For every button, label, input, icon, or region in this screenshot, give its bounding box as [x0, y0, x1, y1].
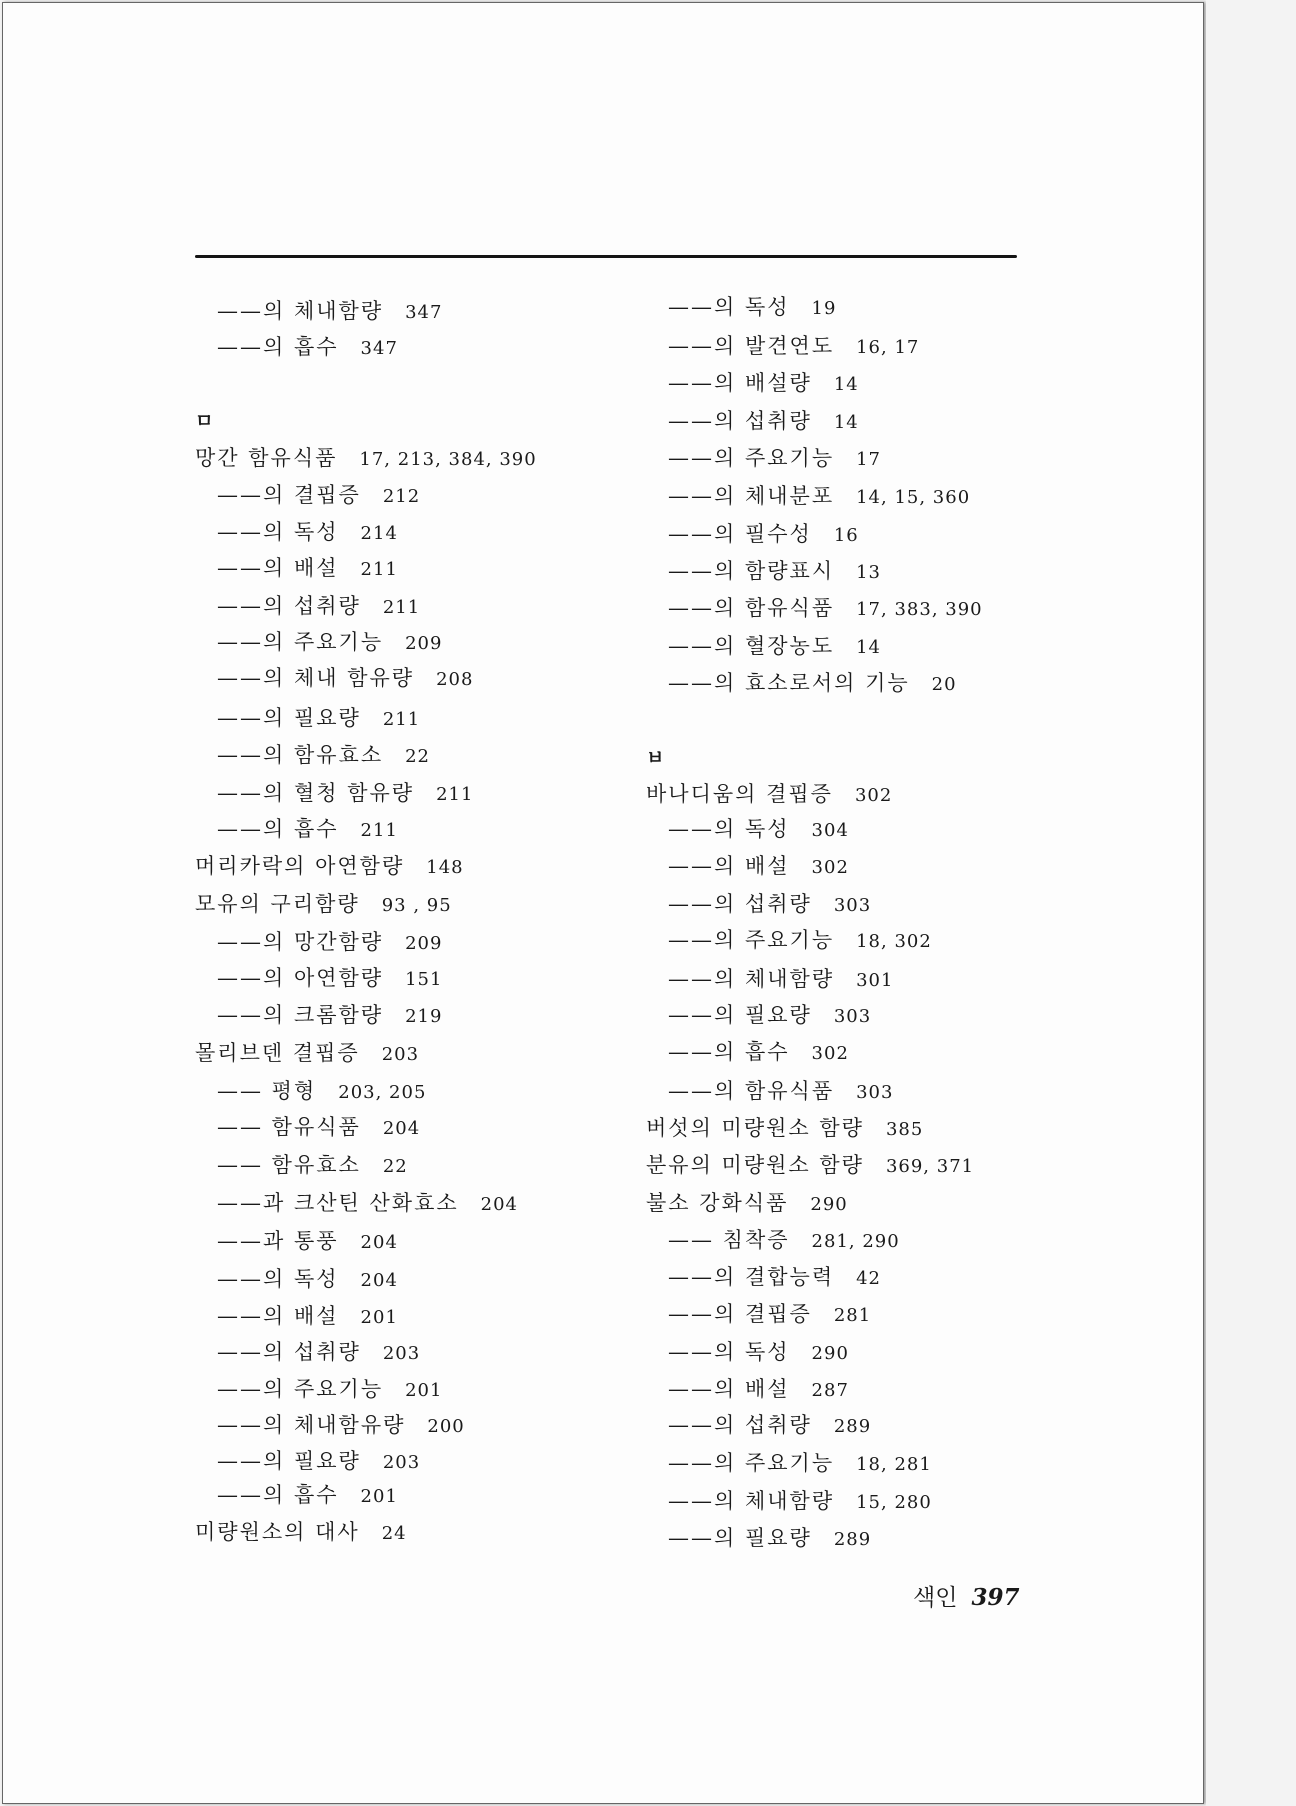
entry-pages: 289 [833, 1529, 872, 1550]
entry-term: ——의 배설 [217, 556, 339, 580]
index-subentry [217, 553, 398, 585]
entry-pages: 17, 383, 390 [856, 599, 983, 620]
entry-pages: 211 [436, 784, 474, 805]
entry-pages: 16 [833, 525, 859, 546]
index-subentry [668, 1337, 849, 1369]
index-subentry [668, 1299, 871, 1331]
entry-term: 머리카락의 아연함량 [195, 854, 405, 878]
entry-pages: 204 [382, 1118, 421, 1139]
entry-term: ——의 체내함량 [217, 299, 384, 323]
index-subentry [668, 814, 849, 846]
entry-term: ——의 함유식품 [668, 1079, 835, 1103]
entry-term: ——의 필요량 [668, 1526, 812, 1550]
entry-pages: 214 [360, 523, 398, 544]
entry-term: ——의 섭취량 [668, 892, 812, 916]
entry-term: ——의 독성 [668, 817, 790, 841]
entry-pages: 303 [833, 1006, 872, 1027]
index-entry [646, 779, 892, 811]
entry-term: ——의 필요량 [217, 1449, 361, 1473]
entry-pages: 204 [360, 1232, 398, 1253]
entry-pages: 208 [436, 669, 474, 690]
entry-pages: 24 [381, 1523, 407, 1544]
entry-term: ㅂ [646, 747, 667, 769]
entry-term: ——의 발견연도 [668, 334, 835, 358]
index-entry [195, 889, 452, 921]
index-subentry [217, 627, 442, 659]
index-subentry [668, 406, 859, 438]
entry-term: 망간 함유식품 [195, 446, 338, 470]
index-subentry [217, 927, 442, 959]
index-entry [195, 443, 537, 475]
entry-term: ——의 함유식품 [668, 596, 835, 620]
entry-term: ——의 배설 [668, 1377, 790, 1401]
index-subentry [217, 814, 398, 846]
entry-pages: 200 [427, 1416, 465, 1437]
index-subentry [217, 1188, 518, 1220]
viewer-scrollbar-area[interactable] [1206, 0, 1296, 1806]
entry-pages: 347 [360, 338, 398, 359]
entry-pages: 148 [426, 857, 464, 878]
entry-pages: 290 [811, 1343, 849, 1364]
entry-pages: 303 [856, 1082, 894, 1103]
entry-term: ——의 필요량 [668, 1003, 812, 1027]
entry-term: 몰리브덴 결핍증 [195, 1041, 360, 1065]
index-subentry [668, 851, 849, 883]
index-subentry [668, 593, 983, 625]
index-subentry [217, 963, 442, 995]
entry-pages: 290 [810, 1194, 848, 1215]
entry-pages: 347 [405, 302, 443, 323]
entry-pages: 211 [382, 597, 421, 618]
entry-term: ——의 주요기능 [668, 928, 835, 952]
entry-term: ——의 혈장농도 [668, 634, 835, 658]
index-subentry [668, 964, 893, 996]
index-subentry [217, 591, 420, 623]
entry-term: ——의 독성 [668, 1340, 790, 1364]
entry-pages: 93 , 95 [381, 895, 452, 916]
section-heading [195, 405, 215, 436]
entry-pages: 18, 302 [856, 931, 932, 952]
entry-pages: 201 [360, 1486, 398, 1507]
index-subentry [217, 663, 473, 695]
entry-term: ——의 체내 함유량 [217, 666, 415, 690]
index-subentry [217, 1480, 398, 1512]
entry-term: ——의 주요기능 [668, 1451, 835, 1475]
index-subentry [217, 740, 430, 772]
entry-pages: 14, 15, 360 [856, 487, 971, 508]
entry-term: ——의 독성 [668, 295, 790, 319]
index-subentry [668, 889, 871, 921]
entry-term: ——의 섭취량 [668, 409, 812, 433]
index-subentry [668, 331, 919, 363]
entry-term: ——의 결핍증 [217, 483, 361, 507]
entry-term: 버섯의 미량원소 함량 [646, 1116, 864, 1140]
entry-term: ——의 배설 [217, 1304, 339, 1328]
index-subentry [668, 1037, 849, 1069]
entry-pages: 15, 280 [856, 1492, 932, 1513]
index-subentry [217, 1446, 420, 1478]
index-subentry [217, 1264, 398, 1296]
entry-pages: 302 [811, 857, 849, 878]
index-subentry [668, 443, 881, 475]
index-subentry [217, 1226, 398, 1258]
section-heading [646, 742, 666, 773]
index-subentry [217, 296, 442, 328]
entry-pages: 301 [856, 970, 894, 991]
entry-term: ——의 체내함유량 [217, 1413, 406, 1437]
entry-term: ——의 혈청 함유량 [217, 781, 415, 805]
entry-term: ——의 주요기능 [217, 1377, 384, 1401]
index-subentry [668, 925, 932, 957]
entry-term: ——의 배설 [668, 854, 790, 878]
entry-pages: 302 [854, 785, 893, 806]
index-subentry [668, 519, 859, 551]
index-entry [646, 1113, 923, 1145]
index-page [2, 2, 1204, 1804]
entry-term: 분유의 미량원소 함량 [646, 1153, 864, 1177]
index-subentry [217, 1410, 465, 1442]
entry-pages: 151 [405, 969, 443, 990]
footer-label: 색인 [913, 1585, 958, 1611]
entry-pages: 14 [833, 374, 859, 395]
entry-pages: 16, 17 [856, 337, 920, 358]
entry-term: ——과 통풍 [217, 1229, 339, 1253]
index-subentry [668, 1410, 871, 1442]
header-rule [195, 255, 1017, 258]
entry-pages: 219 [405, 1006, 443, 1027]
page-footer [913, 1579, 1019, 1612]
entry-term: ——의 섭취량 [217, 594, 361, 618]
index-entry [646, 1150, 974, 1182]
entry-term: ——의 아연함량 [217, 966, 384, 990]
entry-pages: 209 [405, 633, 443, 654]
entry-term: ——의 흡수 [217, 1483, 339, 1507]
entry-term: —— 침착증 [668, 1228, 790, 1252]
index-entry [195, 851, 464, 883]
index-subentry [217, 480, 420, 512]
index-subentry [668, 1262, 881, 1294]
index-subentry [217, 332, 398, 364]
entry-term: 불소 강화식품 [646, 1191, 789, 1215]
index-subentry [217, 1112, 420, 1144]
index-subentry [668, 1486, 932, 1518]
entry-term: ——의 섭취량 [668, 1413, 812, 1437]
entry-term: ——의 체내함량 [668, 1489, 835, 1513]
entry-term: ——의 독성 [217, 520, 339, 544]
index-subentry [668, 668, 957, 700]
entry-term: ——의 효소로서의 기능 [668, 671, 910, 695]
entry-pages: 303 [833, 895, 872, 916]
entry-pages: 18, 281 [856, 1454, 932, 1475]
entry-term: ——의 흡수 [217, 335, 339, 359]
index-subentry [668, 1000, 871, 1032]
index-subentry [668, 481, 970, 513]
entry-pages: 22 [405, 746, 431, 767]
entry-term: ㅁ [195, 410, 216, 432]
index-subentry [668, 556, 881, 588]
entry-pages: 304 [811, 820, 849, 841]
entry-term: ——의 배설량 [668, 371, 812, 395]
index-subentry [217, 778, 473, 810]
index-subentry [668, 631, 881, 663]
entry-pages: 201 [360, 1307, 398, 1328]
index-subentry [217, 1076, 426, 1108]
entry-pages: 287 [811, 1380, 849, 1401]
entry-pages: 211 [360, 820, 398, 841]
entry-pages: 211 [382, 709, 421, 730]
entry-term: —— 평형 [217, 1079, 317, 1103]
entry-pages: 289 [833, 1416, 872, 1437]
index-subentry [668, 1448, 932, 1480]
index-subentry [668, 1076, 893, 1108]
entry-term: ——의 주요기능 [668, 446, 835, 470]
entry-pages: 13 [856, 562, 882, 583]
index-subentry [217, 703, 420, 735]
entry-pages: 212 [382, 486, 421, 507]
index-entry [646, 1188, 848, 1220]
index-entry [195, 1517, 407, 1549]
entry-term: ——의 체내분포 [668, 484, 835, 508]
entry-term: ——의 흡수 [217, 817, 339, 841]
entry-pages: 17 [856, 449, 882, 470]
entry-pages: 14 [856, 637, 882, 658]
entry-term: ——의 흡수 [668, 1040, 790, 1064]
entry-pages: 302 [811, 1043, 849, 1064]
entry-pages: 22 [382, 1156, 408, 1177]
index-subentry [668, 1225, 900, 1257]
index-subentry [217, 1301, 398, 1333]
entry-pages: 385 [885, 1119, 924, 1140]
entry-pages: 204 [480, 1194, 518, 1215]
entry-pages: 19 [811, 298, 837, 319]
index-subentry [217, 1337, 420, 1369]
index-subentry [217, 1150, 408, 1182]
entry-pages: 369, 371 [885, 1156, 975, 1177]
entry-term: ——의 체내함량 [668, 967, 835, 991]
entry-term: ——의 결핍증 [668, 1302, 812, 1326]
entry-term: ——의 크롬함량 [217, 1003, 384, 1027]
entry-pages: 203 [382, 1452, 421, 1473]
index-subentry [668, 292, 836, 324]
entry-term: ——과 크산틴 산화효소 [217, 1191, 459, 1215]
index-subentry [217, 1374, 442, 1406]
entry-term: ——의 필수성 [668, 522, 812, 546]
entry-term: 모유의 구리함량 [195, 892, 360, 916]
entry-term: ——의 섭취량 [217, 1340, 361, 1364]
index-subentry [668, 1374, 849, 1406]
entry-pages: 203, 205 [338, 1082, 427, 1103]
entry-pages: 20 [931, 674, 957, 695]
entry-term: ——의 함유효소 [217, 743, 384, 767]
entry-pages: 17, 213, 384, 390 [359, 449, 537, 470]
index-subentry [217, 1000, 442, 1032]
entry-term: 미량원소의 대사 [195, 1520, 360, 1544]
entry-pages: 203 [381, 1044, 420, 1065]
index-subentry [668, 368, 859, 400]
entry-term: ——의 함량표시 [668, 559, 835, 583]
entry-term: —— 함유식품 [217, 1115, 361, 1139]
entry-pages: 204 [360, 1270, 398, 1291]
entry-pages: 281 [833, 1305, 872, 1326]
entry-term: ——의 결합능력 [668, 1265, 835, 1289]
entry-term: ——의 필요량 [217, 706, 361, 730]
entry-pages: 201 [405, 1380, 443, 1401]
entry-pages: 14 [833, 412, 859, 433]
entry-pages: 42 [856, 1268, 882, 1289]
entry-term: —— 함유효소 [217, 1153, 361, 1177]
index-subentry [668, 1523, 871, 1555]
entry-pages: 209 [405, 933, 443, 954]
entry-pages: 211 [360, 559, 398, 580]
entry-term: ——의 주요기능 [217, 630, 384, 654]
index-entry [195, 1038, 419, 1070]
entry-term: ——의 독성 [217, 1267, 339, 1291]
index-subentry [217, 517, 398, 549]
page-number: 397 [971, 1584, 1020, 1611]
entry-term: 바나디움의 결핍증 [646, 782, 833, 806]
entry-pages: 203 [382, 1343, 421, 1364]
entry-pages: 281, 290 [811, 1231, 900, 1252]
entry-term: ——의 망간함량 [217, 930, 384, 954]
